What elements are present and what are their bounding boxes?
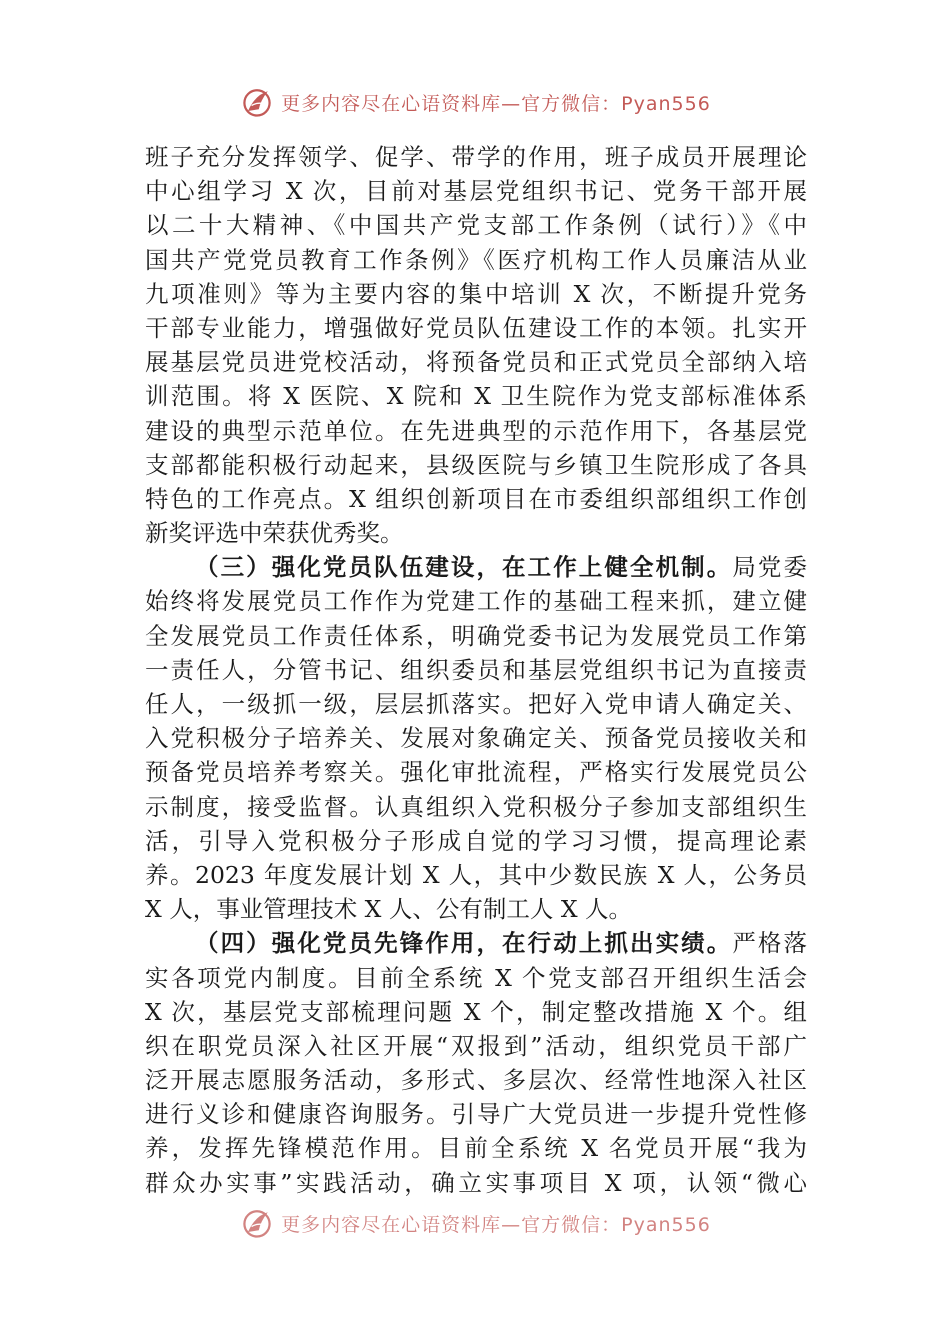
text-line: 支部都能积极行动起来，县级医院与乡镇卫生院形成了各具: [145, 450, 807, 479]
footer-watermark: [0, 1203, 950, 1243]
section-heading-4: （四）强化党员先锋作用，在行动上抓出实绩。: [195, 929, 733, 958]
document-body: [145, 140, 807, 1196]
header-watermark: [0, 82, 950, 122]
text-line: 班子充分发挥领学、促学、带学的作用，班子成员开展理论: [145, 143, 807, 171]
text-line: 泛开展志愿服务活动，多形式、多层次、经常性地深入社区: [145, 1066, 807, 1095]
paragraph-2: [145, 550, 807, 926]
text-line: 九项准则》等为主要内容的集中培训 X 次，不断提升党务: [145, 279, 807, 308]
text-run: 局党委: [732, 553, 807, 582]
text-line: 展基层党员进党校活动，将预备党员和正式党员全部纳入培: [145, 348, 807, 377]
text-line: 养。2023 年度发展计划 X 人，其中少数民族 X 人，公务员: [145, 860, 807, 889]
text-line: 特色的工作亮点。X 组织创新项目在市委组织部组织工作创: [145, 484, 807, 513]
logo-icon: [239, 1205, 275, 1241]
text-run: 严格落: [732, 929, 807, 958]
section-heading-line: [145, 550, 807, 584]
text-line: 活，引导入党积极分子形成自觉的学习习惯，提高理论素: [145, 826, 807, 855]
text-line: 养，发挥先锋模范作用。目前全系统 X 名党员开展“我为: [145, 1134, 807, 1163]
text-line: 进行义诊和健康咨询服务。引导广大党员进一步提升党性修: [145, 1100, 807, 1129]
text-line: 训范围。将 X 医院、X 院和 X 卫生院作为党支部标准体系: [145, 382, 807, 411]
text-line: X 次，基层党支部梳理问题 X 个，制定整改措施 X 个。组: [145, 997, 807, 1026]
text-line: 预备党员培养考察关。强化审批流程，严格实行发展党员公: [145, 758, 807, 787]
text-line: 实各项党内制度。目前全系统 X 个党支部召开组织生活会: [145, 963, 807, 992]
logo-icon: [239, 84, 275, 120]
text-line: X 人，事业管理技术 X 人、公有制工人 X 人。: [145, 895, 633, 924]
text-line: 始终将发展党员工作作为党建工作的基础工程来抓，建立健: [145, 587, 807, 616]
paragraph-3: [145, 926, 807, 1195]
section-heading-3: （三）强化党员队伍建设，在工作上健全机制。: [195, 553, 733, 582]
text-line: 干部专业能力，增强做好党员队伍建设工作的本领。扎实开: [145, 313, 807, 342]
text-line: 全发展党员工作责任体系，明确党委书记为发展党员工作第: [145, 621, 807, 650]
text-line: 中心组学习 X 次，目前对基层党组织书记、党务干部开展: [145, 177, 807, 206]
paragraph-1: [145, 140, 807, 550]
text-line: 入党积极分子培养关、发展对象确定关、预备党员接收关和: [145, 724, 807, 753]
text-line: 以二十大精神、《中国共产党支部工作条例（试行）》《中: [145, 211, 807, 240]
watermark-text: 更多内容尽在心语资料库—官方微信：Pyan556: [281, 92, 711, 115]
text-line: 任人，一级抓一级，层层抓落实。把好入党申请人确定关、: [145, 690, 807, 718]
section-heading-line: [145, 926, 807, 960]
watermark-text: 更多内容尽在心语资料库—官方微信：Pyan556: [281, 1213, 711, 1236]
text-line: 新奖评选中荣获优秀奖。: [145, 519, 404, 548]
text-line: 示制度，接受监督。认真组织入党积极分子参加支部组织生: [145, 792, 807, 821]
text-line: 织在职党员深入社区开展“双报到”活动，组织党员干部广: [145, 1031, 807, 1060]
text-line: 国共产党党员教育工作条例》《医疗机构工作人员廉洁从业: [145, 245, 807, 274]
text-line: 建设的典型示范单位。在先进典型的示范作用下，各基层党: [145, 416, 807, 445]
text-line: 群众办实事”实践活动，确立实事项目 X 项，认领“微心: [145, 1168, 807, 1196]
text-line: 一责任人，分管书记、组织委员和基层党组织书记为直接责: [145, 655, 807, 684]
